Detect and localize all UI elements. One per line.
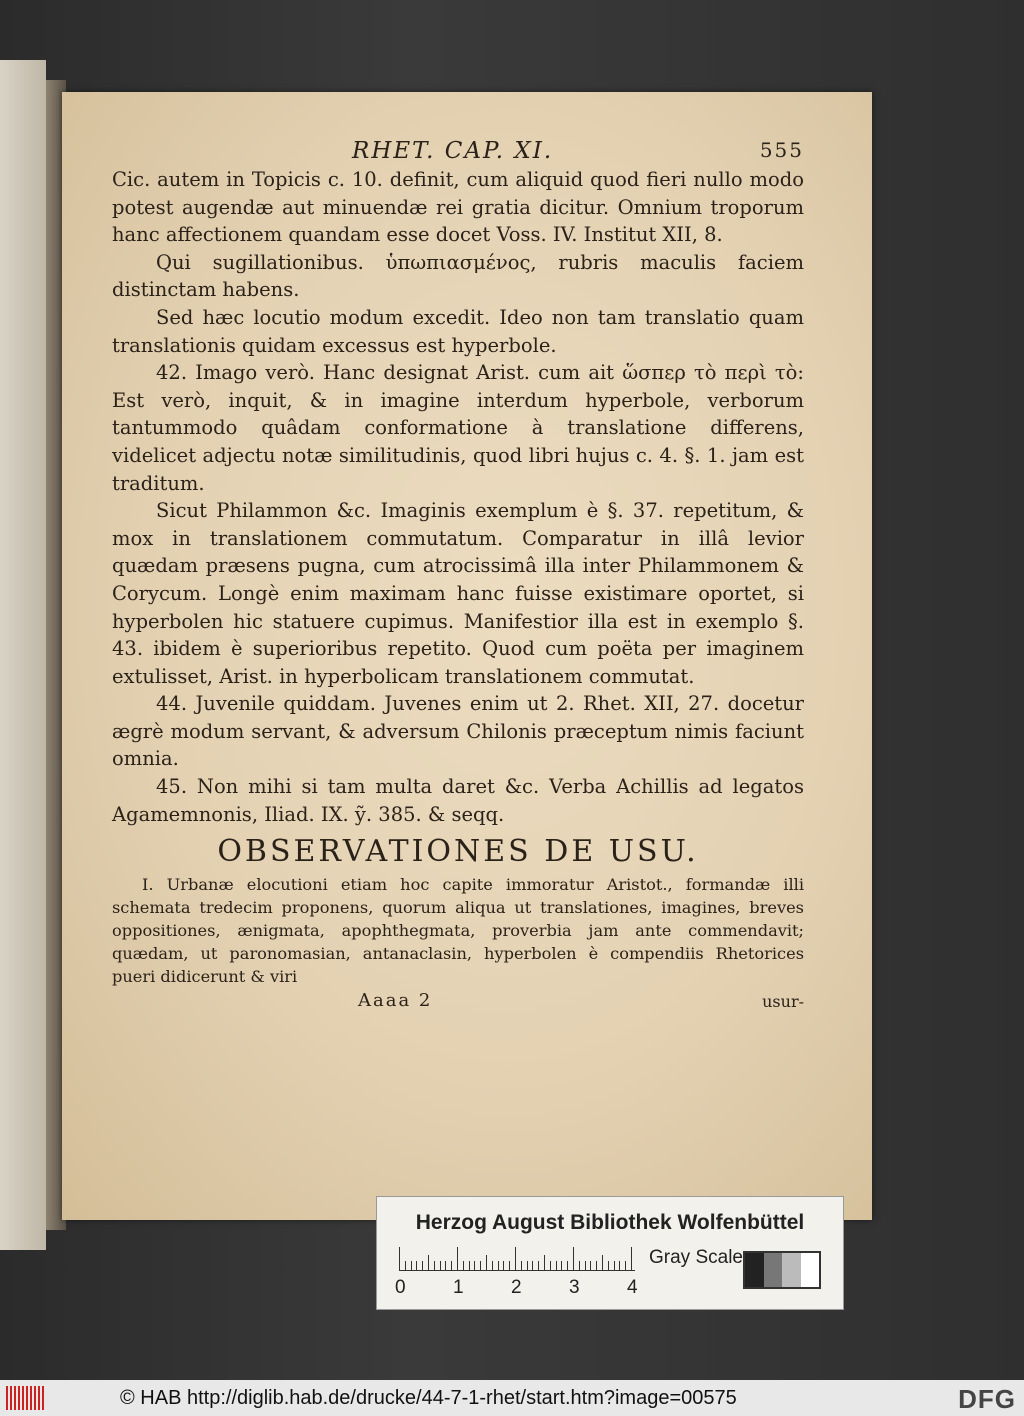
gray-scale-label: Gray Scale — [649, 1247, 743, 1268]
paragraph-5: Sicut Philammon &c. Imaginis exemplum è §. 37. repetitum, & mox in translationem commutatum. Comparatur in illâ levior quædam præsens pugna, cum atrocissimâ illa inter Philammonem & Corycum. Longè enim maximam hanc fuisse existimare oportet, si hyperbolen hic statuere cupimus. Manifestior illa est in exemplo §. 43. ibidem è superioribus repetito. Quod cum poëta per imaginem extulisset, Arist. in hyperbolicam translationem commutat. — [112, 499, 804, 688]
ruler-tick — [503, 1261, 504, 1271]
running-header — [112, 138, 804, 166]
ruler-tick — [422, 1261, 423, 1271]
viewer-footer-bar — [0, 1380, 1024, 1416]
ruler-tick — [602, 1255, 603, 1271]
adjacent-page-edge — [0, 60, 46, 1250]
page-footer — [112, 988, 804, 1016]
ruler-tick — [521, 1261, 522, 1271]
ruler-number: 1 — [453, 1277, 464, 1298]
swatch — [764, 1253, 783, 1287]
page-text — [112, 138, 804, 1016]
ruler-tick — [585, 1261, 586, 1271]
ruler-tick — [474, 1261, 475, 1271]
ruler-tick — [399, 1247, 400, 1271]
ruler-tick — [631, 1247, 632, 1271]
ruler-tick — [492, 1261, 493, 1271]
ruler-tick — [556, 1261, 557, 1271]
paragraph-1: Cic. autem in Topicis c. 10. definit, cum aliquid quod fieri nullo modo potest augendæ aut minuendæ rei gratia dicitur. Omnium troporum hanc affectionem quandam esse docet Voss. IV. Institut XII, 8. — [112, 168, 804, 247]
hab-logo-icon — [6, 1386, 46, 1410]
ruler-tick — [457, 1247, 458, 1271]
ruler-tick — [538, 1261, 539, 1271]
ruler-tick — [619, 1261, 620, 1271]
ruler-tick — [608, 1261, 609, 1271]
ruler-tick — [614, 1261, 615, 1271]
page-number: 555 — [759, 138, 804, 162]
ruler-tick — [544, 1255, 545, 1271]
paragraph-7: 45. Non mihi si tam multa daret &c. Verba Achillis ad legatos Agamemnonis, Iliad. IX. ỹ. 385. & seqq. — [112, 775, 804, 826]
swatch — [745, 1253, 764, 1287]
section-title: OBSERVATIONES DE USU. — [217, 834, 699, 870]
ruler-tick — [416, 1261, 417, 1271]
running-title: RHET. CAP. XI. — [352, 138, 554, 164]
ruler-number: 3 — [569, 1277, 580, 1298]
dfg-logo: DFG — [958, 1384, 1016, 1414]
ruler-tick — [625, 1261, 626, 1271]
ruler-tick — [428, 1255, 429, 1271]
paragraph-2: Qui sugillationibus. ὑπωπιασμένος, rubris maculis faciem distinctam habens. — [112, 250, 804, 302]
signature-mark: Aaaa 2 — [358, 990, 433, 1012]
ruler — [399, 1245, 635, 1271]
copyright-link[interactable]: © HAB http://diglib.hab.de/drucke/44-7-1-rhet/start.htm?image=00575 — [120, 1387, 737, 1409]
ruler-tick — [405, 1261, 406, 1271]
gray-scale-swatches — [743, 1251, 821, 1289]
ruler-tick — [561, 1261, 562, 1271]
ruler-tick — [567, 1261, 568, 1271]
paragraph-6: 44. Juvenile quiddam. Juvenes enim ut 2. Rhet. XII, 27. docetur ægrè modum servant, & adversum Chilonis præceptum nimis faciunt omnia. — [112, 692, 804, 771]
paragraph-8: I. Urbanæ elocutioni etiam hoc capite immoratur Aristot., formandæ illi schemata tredecim proponens, quorum aliqua ut translationes, imagines, breves oppositiones, ænigmata, apophthegmata, proverbia jam ante commendavit; quædam, ut paronomasian, antanaclasin, hyperbolen è compendiis Rhetorices pueri didicerunt & viri — [112, 875, 804, 987]
swatch — [782, 1253, 801, 1287]
ruler-tick — [480, 1261, 481, 1271]
ruler-tick — [515, 1247, 516, 1271]
ruler-tick — [550, 1261, 551, 1271]
ruler-tick — [469, 1261, 470, 1271]
paragraph-4: 42. Imago verò. Hanc designat Arist. cum ait ὥσπερ τὸ περὶ τὸ: Est verò, inquit, & in imagine interdum hyperbole, verborum tantummodo quâdam conformatione à translatione differens, videlicet adjectu notæ similitudinis, quod libri hujus c. 4. §. 1. jam est traditum. — [112, 361, 804, 495]
ruler-tick — [451, 1261, 452, 1271]
paragraph-3: Sed hæc locutio modum excedit. Ideo non tam translatio quam translationis quidam excessus est hyperbole. — [112, 305, 804, 357]
color-scale-card — [376, 1196, 844, 1310]
ruler-tick — [411, 1261, 412, 1271]
ruler-number: 4 — [627, 1277, 638, 1298]
swatch — [801, 1253, 820, 1287]
ruler-tick — [579, 1261, 580, 1271]
ruler-tick — [434, 1261, 435, 1271]
ruler-tick — [486, 1255, 487, 1271]
ruler-tick — [509, 1261, 510, 1271]
catchword: usur- — [762, 992, 804, 1012]
ruler-tick — [596, 1261, 597, 1271]
ruler-tick — [498, 1261, 499, 1271]
ruler-tick — [573, 1247, 574, 1271]
ruler-tick — [532, 1261, 533, 1271]
ruler-tick — [590, 1261, 591, 1271]
ruler-tick — [463, 1261, 464, 1271]
library-name: Herzog August Bibliothek Wolfenbüttel — [415, 1211, 805, 1234]
ruler-tick — [440, 1261, 441, 1271]
ruler-tick — [445, 1261, 446, 1271]
ruler-number: 0 — [395, 1277, 406, 1298]
book-page — [62, 92, 872, 1220]
ruler-number: 2 — [511, 1277, 522, 1298]
ruler-tick — [527, 1261, 528, 1271]
